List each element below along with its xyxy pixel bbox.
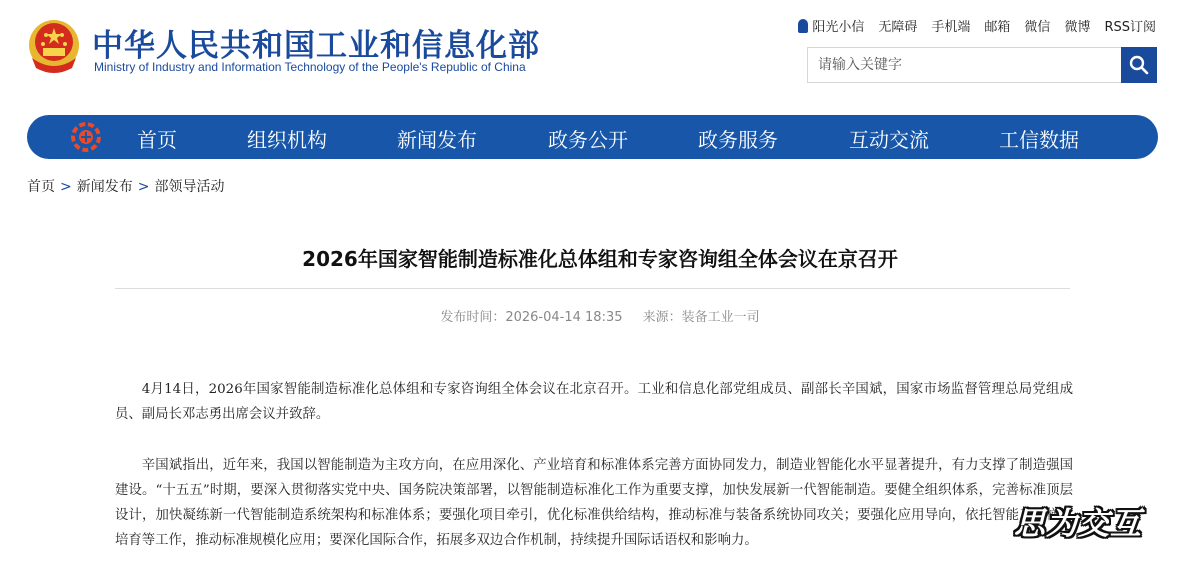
breadcrumb-news[interactable]: 新闻发布 [76,179,133,195]
breadcrumb-home[interactable]: 首页 [27,179,55,195]
site-subtitle: Ministry of Industry and Information Technology of the People's Republic of China [94,60,526,74]
top-link-weibo[interactable]: 微博 [1064,20,1091,35]
mascot-icon [798,19,808,33]
top-link-rss[interactable]: RSS订阅 [1104,20,1156,35]
breadcrumb [27,176,224,196]
nav-interaction[interactable]: 互动交流 [849,128,929,152]
nav-organization[interactable]: 组织机构 [247,128,327,152]
search-icon [1129,55,1149,75]
national-emblem-icon [26,18,82,76]
breadcrumb-separator-icon: > [137,179,150,195]
article-meta [0,306,1200,325]
top-link-email[interactable]: 邮箱 [984,20,1011,35]
article-title: 2026年国家智能制造标准化总体组和专家咨询组全体会议在京召开 [302,247,898,271]
top-link-mobile[interactable]: 手机端 [931,20,971,35]
top-link-accessibility[interactable]: 无障碍 [878,20,918,35]
article-paragraph: 辛国斌指出，近年来，我国以智能制造为主攻方向，在应用深化、产业培育和标准体系完善方面协同发力，制造业智能化水平显著提升，有力支撑了制造强国建设。“十五五”时期，要深入贯彻落实党中央、国务院决策部署，以智能制造标准化工作为重要支撑，加快发展新一代智能制造。要健全组织体系，完善标准顶层设计，加快凝练新一代智能制造系统架构和标准体系；要强化项目牵引，优化标准供给结构，推动标准与装备系统协同攻关；要强化应用导向，依托智能工厂梯度培育等工作，推动标准规模化应用；要深化国际合作，拓展多双边合作机制，持续提升国际话语权和影响力。 [115,458,1073,548]
nav-gov-services[interactable]: 政务服务 [698,128,778,152]
nav-data[interactable]: 工信数据 [999,128,1079,152]
title-divider [115,288,1070,289]
site-title: 中华人民共和国工业和信息化部 [92,28,540,64]
article-paragraph: 4月14日，2026年国家智能制造标准化总体组和专家咨询组全体会议在北京召开。工业和信息化部党组成员、副部长辛国斌，国家市场监督管理总局党组成员、副局长邓志勇出席会议并致辞。 [115,382,1073,422]
ministry-logo-icon [71,122,101,152]
main-nav [27,115,1158,159]
breadcrumb-leaders[interactable]: 部领导活动 [154,179,225,195]
top-link-wechat[interactable]: 微信 [1024,20,1051,35]
watermark: 思为交互 [1014,506,1142,542]
publish-time: 发布时间：2026-04-14 18:35 [440,310,623,325]
breadcrumb-separator-icon: > [60,179,72,195]
nav-gov-affairs[interactable]: 政务公开 [548,128,628,152]
search-box [807,47,1157,83]
search-button[interactable] [1121,47,1157,83]
search-input[interactable] [808,48,1120,82]
nav-home[interactable]: 首页 [137,128,177,152]
nav-news[interactable]: 新闻发布 [397,128,477,152]
top-link-sunshine[interactable]: 阳光小信 [798,16,864,35]
article-source: 来源：装备工业一司 [642,310,760,325]
top-links [798,16,1156,35]
